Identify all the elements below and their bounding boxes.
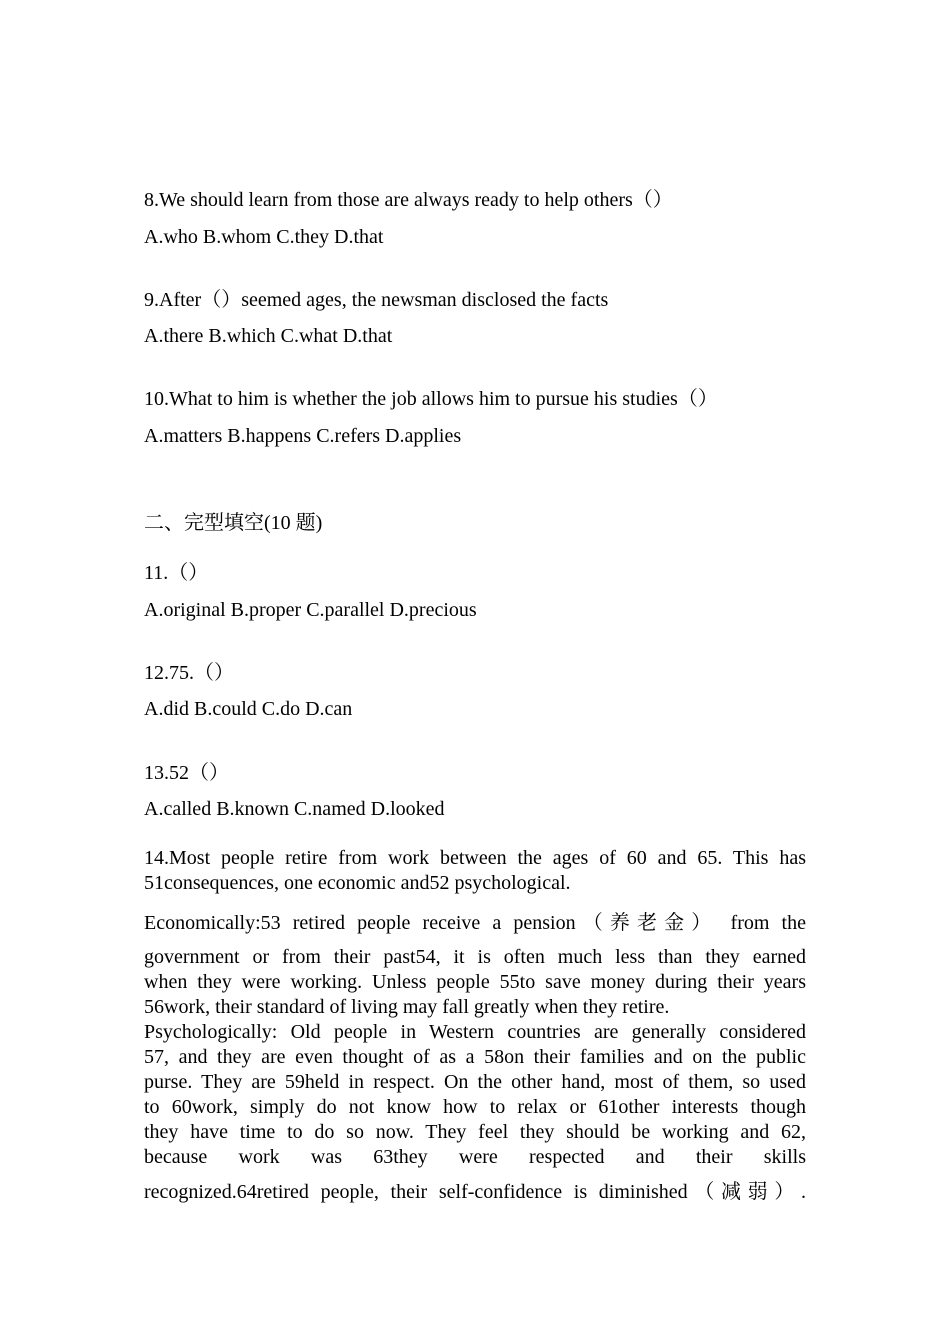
question-8-stem: 8.We should learn from those are always ready to help others（） [144, 189, 673, 211]
passage-line: Economically:53 retired people receive a pension（养老金） from the [144, 912, 806, 934]
question-12-stem: 12.75.（） [144, 662, 234, 684]
passage-psychological [144, 1020, 806, 1206]
question-11-options: A.original B.proper C.parallel D.precious [144, 599, 477, 621]
passage-line: government or from their past54, it is often much less than they earned [144, 946, 806, 968]
passage-line: purse. They are 59held in respect. On the other hand, most of them, so used [144, 1071, 806, 1093]
question-10-options: A.matters B.happens C.refers D.applies [144, 425, 462, 447]
passage-line: 57, and they are even thought of as a 58on their families and on the public [144, 1046, 806, 1068]
question-10-stem: 10.What to him is whether the job allows him to pursue his studies（） [144, 388, 718, 410]
passage-line: because work was 63they were respected and their skills [144, 1146, 806, 1168]
question-13-options: A.called B.known C.named D.looked [144, 798, 445, 820]
passage-line: they have time to do so now. They feel they should be working and 62, [144, 1121, 806, 1143]
passage-line: recognized.64retired people, their self-confidence is diminished（减弱）. [144, 1181, 806, 1203]
passage-line: Psychologically: Old people in Western countries are generally considered [144, 1021, 806, 1043]
section-title: 二、完型填空(10 题) [144, 512, 323, 534]
passage-line: 14.Most people retire from work between the ages of 60 and 65. This has [144, 847, 806, 869]
passage-intro [144, 846, 806, 896]
question-9-stem: 9.After（）seemed ages, the newsman disclosed the facts [144, 289, 609, 311]
question-12-options: A.did B.could C.do D.can [144, 698, 353, 720]
question-8-options: A.who B.whom C.they D.that [144, 226, 384, 248]
passage-economic [144, 909, 806, 1020]
question-11-stem: 11.（） [144, 562, 209, 584]
passage-line: 56work, their standard of living may fall greatly when they retire. [144, 996, 670, 1018]
passage-line: when they were working. Unless people 55to save money during their years [144, 971, 806, 993]
passage-line: 51consequences, one economic and52 psychological. [144, 872, 571, 894]
question-13-stem: 13.52（） [144, 762, 229, 784]
passage-line: to 60work, simply do not know how to relax or 61other interests though [144, 1096, 806, 1118]
question-9-options: A.there B.which C.what D.that [144, 325, 393, 347]
